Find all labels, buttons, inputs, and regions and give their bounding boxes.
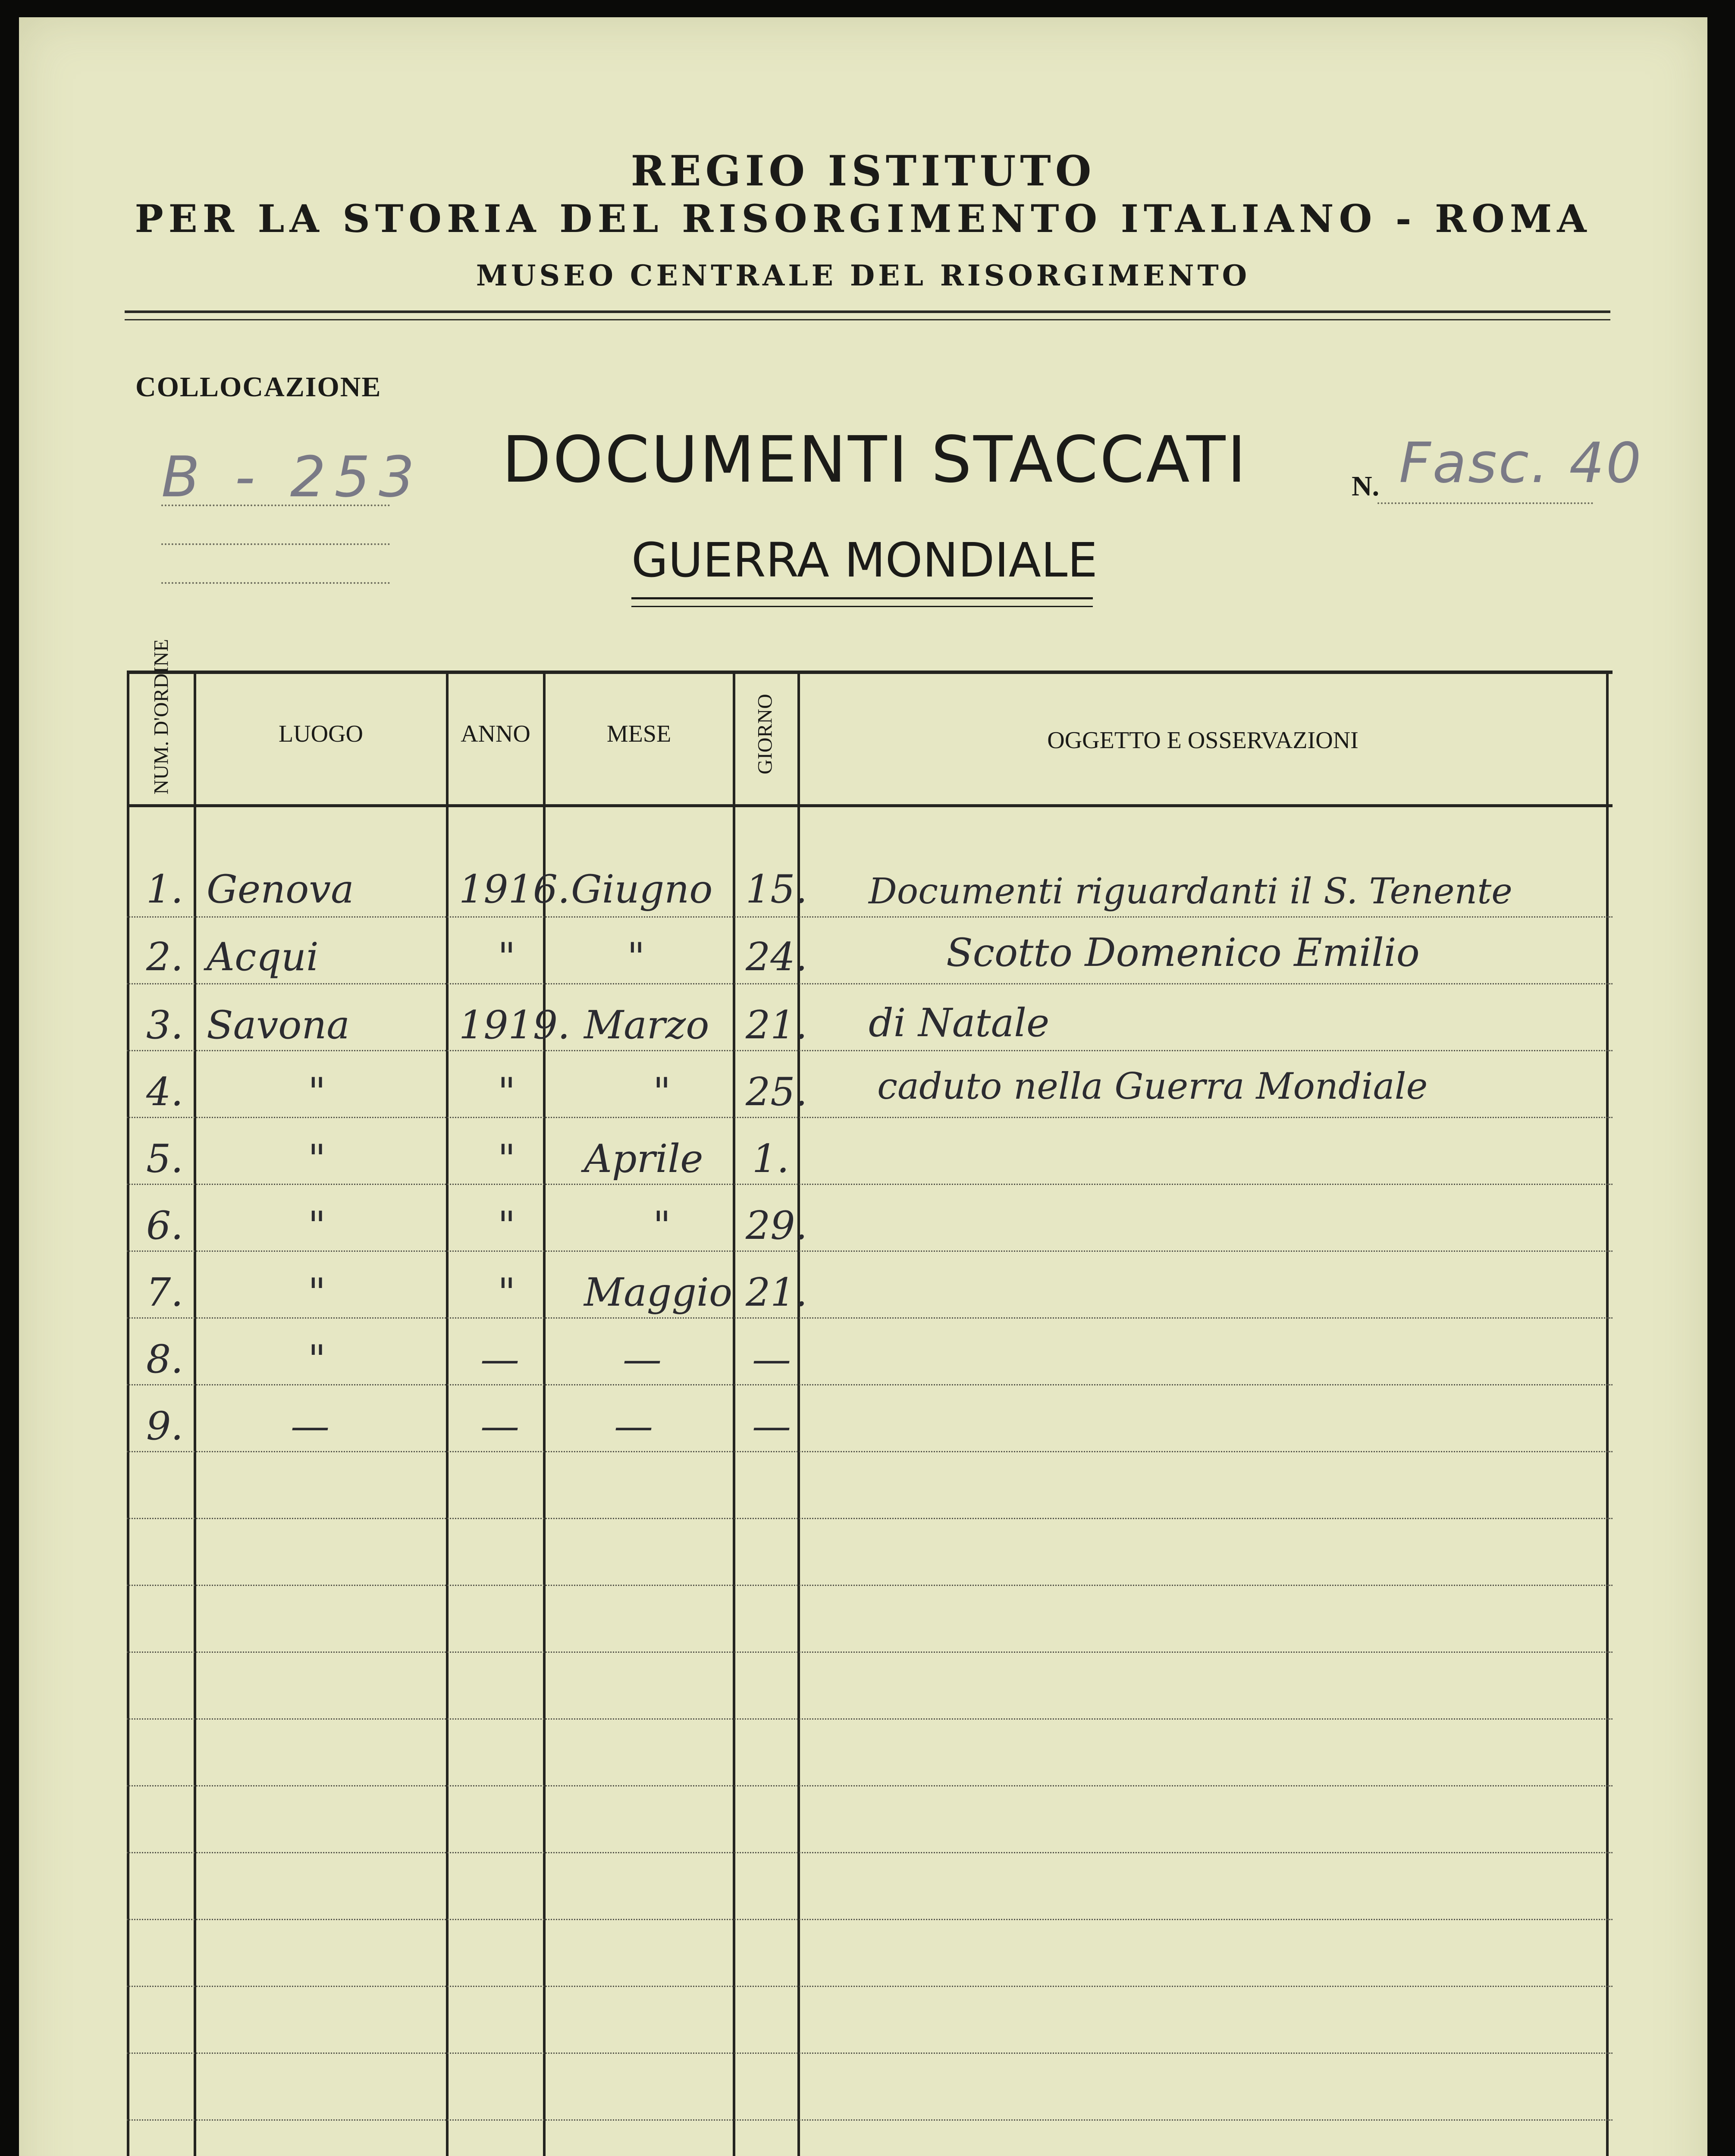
row-2-anno: " [498, 934, 516, 980]
ruled-line [127, 1785, 1613, 1786]
header-num-ordine: NUM. D'ORDINE [150, 639, 173, 795]
collocazione-line [161, 582, 390, 584]
row-5-mese: Aprile [584, 1136, 703, 1181]
row-5-num: 5. [146, 1136, 183, 1181]
row-2-giorno: 24. [746, 934, 808, 980]
row-6-giorno: 29. [746, 1203, 808, 1248]
table-top-rule [127, 671, 1613, 674]
row-4-giorno: 25. [746, 1069, 808, 1115]
row-1-luogo: Genova [207, 867, 354, 912]
row-9-luogo: — [291, 1404, 329, 1449]
row-2-mese: " [627, 934, 645, 980]
table-header-rule [127, 804, 1613, 807]
ruled-line [127, 2053, 1613, 2054]
row-4-anno: " [498, 1069, 516, 1115]
row-3-luogo: Savona [207, 1003, 350, 1048]
row-7-anno: " [498, 1270, 516, 1315]
row-6-num: 6. [146, 1203, 183, 1248]
subtitle-underline-thin [631, 606, 1093, 607]
row-3-mese: Marzo [584, 1003, 709, 1048]
row-2-luogo: Acqui [207, 934, 319, 980]
row-9-num: 9. [146, 1404, 183, 1449]
row-2-oggetto: Scotto Domenico Emilio [946, 930, 1420, 975]
column-divider [733, 671, 735, 2156]
row-3-anno: 1919. [459, 1003, 570, 1048]
row-1-oggetto: Documenti riguardanti il S. Tenente [869, 871, 1512, 912]
document-title: DOCUMENTI STACCATI [502, 423, 1248, 497]
row-5-giorno: 1. [752, 1136, 789, 1181]
collocazione-value: B - 253 [161, 444, 423, 510]
row-1-giorno: 15. [746, 867, 808, 912]
row-8-anno: — [480, 1337, 519, 1382]
museum-name: MUSEO CENTRALE DEL RISORGIMENTO [476, 259, 1251, 292]
ruled-line [127, 1585, 1613, 1586]
header-giorno: GIORNO [753, 694, 777, 774]
ruled-line [127, 1250, 1613, 1252]
header-mese: MESE [606, 721, 671, 747]
header-rule [125, 310, 1610, 313]
ruled-line [127, 1919, 1613, 1920]
number-label: N. [1352, 470, 1380, 502]
ruled-line [127, 1451, 1613, 1452]
row-8-giorno: — [752, 1337, 791, 1382]
row-9-anno: — [480, 1404, 519, 1449]
row-3-oggetto: di Natale [869, 1000, 1050, 1046]
institute-subtitle: PER LA STORIA DEL RISORGIMENTO ITALIANO - ROMA [135, 196, 1592, 241]
row-1-anno: 1916. [459, 867, 570, 912]
ruled-line [127, 1050, 1613, 1051]
ruled-line [127, 1986, 1613, 1987]
column-divider [446, 671, 449, 2156]
collocazione-label: COLLOCAZIONE [135, 371, 382, 403]
row-4-num: 4. [146, 1069, 183, 1115]
row-8-mese: — [623, 1337, 662, 1382]
ruled-line [127, 1317, 1613, 1319]
row-8-luogo: " [308, 1337, 326, 1382]
institute-name: REGIO ISTITUTO [631, 147, 1096, 195]
header-luogo: LUOGO [279, 721, 363, 747]
row-4-oggetto: caduto nella Guerra Mondiale [877, 1065, 1428, 1107]
row-4-mese: " [653, 1069, 671, 1115]
column-divider [1606, 671, 1609, 2156]
header-oggetto: OGGETTO E OSSERVAZIONI [1047, 727, 1359, 754]
collocazione-line [161, 505, 390, 506]
ruled-line [127, 2119, 1613, 2121]
document-subtitle: GUERRA MONDIALE [631, 533, 1098, 588]
ruled-line [127, 1184, 1613, 1185]
row-6-anno: " [498, 1203, 516, 1248]
row-1-mese: Giugno [571, 867, 713, 912]
subtitle-underline [631, 597, 1093, 599]
row-3-num: 3. [146, 1003, 183, 1048]
row-3-giorno: 21. [746, 1003, 808, 1048]
ruled-line [127, 916, 1613, 918]
collocazione-line [161, 543, 390, 545]
ruled-line [127, 1117, 1613, 1118]
row-9-mese: — [614, 1404, 653, 1449]
row-7-mese: Maggio [584, 1270, 733, 1315]
ruled-line [127, 1852, 1613, 1853]
row-8-num: 8. [146, 1337, 183, 1382]
ruled-line [127, 1384, 1613, 1385]
row-9-giorno: — [752, 1404, 791, 1449]
row-4-luogo: " [308, 1069, 326, 1115]
document-sheet [19, 17, 1707, 2156]
ruled-line [127, 983, 1613, 984]
row-6-luogo: " [308, 1203, 326, 1248]
row-7-luogo: " [308, 1270, 326, 1315]
header-anno: ANNO [461, 721, 530, 747]
row-2-num: 2. [146, 934, 183, 980]
column-divider [194, 671, 196, 2156]
row-6-mese: " [653, 1203, 671, 1248]
ruled-line [127, 1718, 1613, 1720]
row-5-luogo: " [308, 1136, 326, 1181]
row-1-num: 1. [146, 867, 183, 912]
header-rule-thin [125, 319, 1610, 320]
column-divider [127, 671, 129, 2156]
ruled-line [127, 1651, 1613, 1653]
row-7-giorno: 21. [746, 1270, 808, 1315]
ruled-line [127, 1518, 1613, 1519]
number-line [1377, 502, 1593, 504]
register-table [127, 639, 1613, 2156]
row-7-num: 7. [146, 1270, 183, 1315]
row-5-anno: " [498, 1136, 516, 1181]
number-value: Fasc. 40 [1399, 431, 1643, 495]
